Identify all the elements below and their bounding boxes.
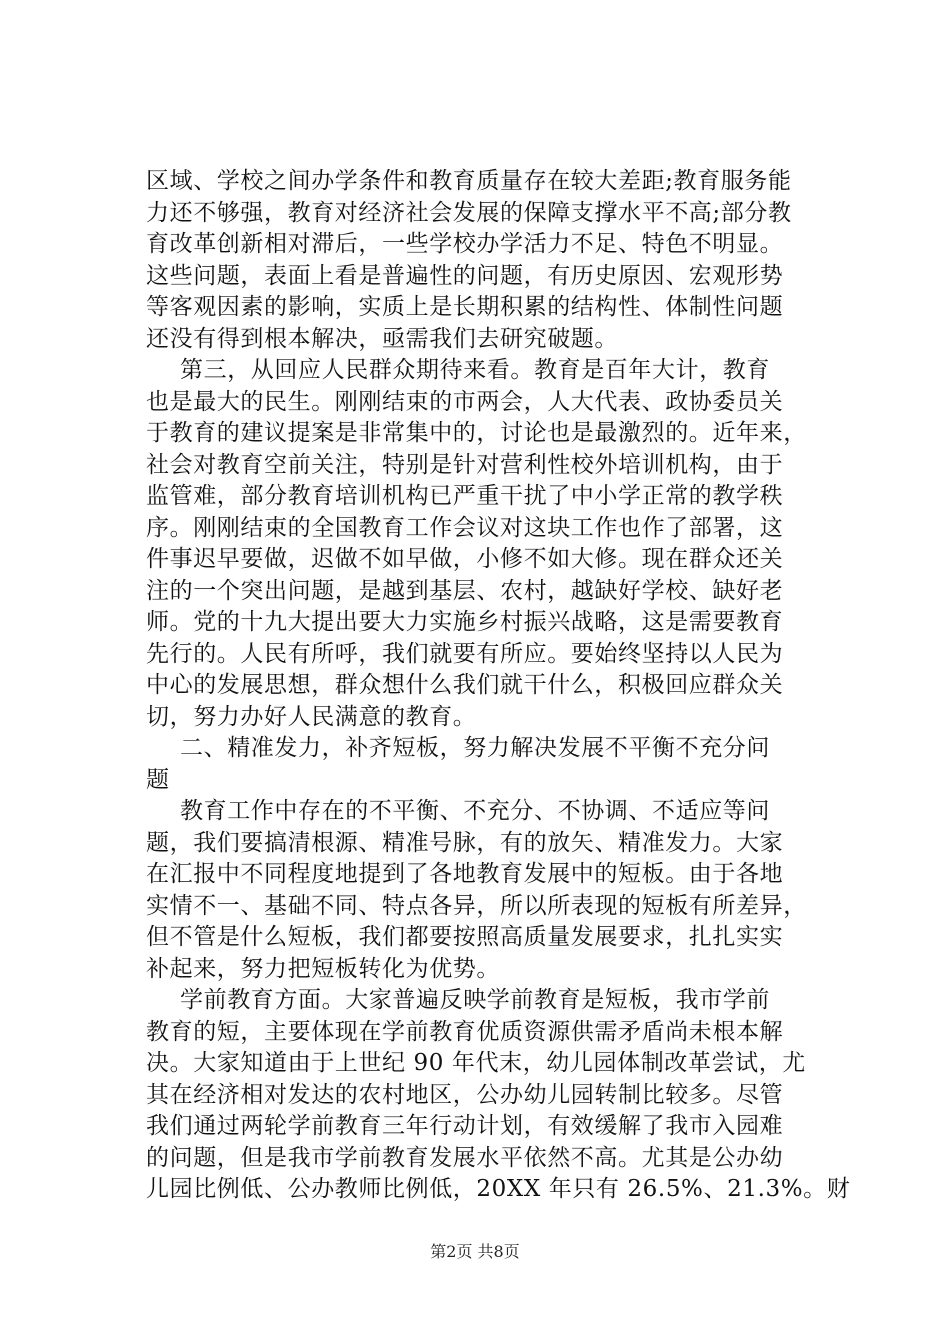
text-line: 的问题，但是我市学前教育发展水平依然不高。尤其是公办幼 [146, 1144, 784, 1171]
text-line: 于教育的建议提案是非常集中的，讨论也是最激烈的。近年来， [146, 420, 807, 446]
text-line: 题，我们要搞清根源、精准号脉，有的放矢、精准发力。大家 [146, 829, 784, 856]
body-text [146, 166, 851, 1206]
text-line: 切，努力办好人民满意的教育。 [146, 703, 477, 730]
text-line: 实情不一、基础不同、特点各异，所以所表现的短板有所差异， [146, 892, 807, 919]
text-line: 教育工作中存在的不平衡、不充分、不协调、不适应等问 [180, 798, 770, 824]
text-line: 这些问题，表面上看是普遍性的问题，有历史原因、宏观形势 [146, 262, 784, 289]
text-line: 决。大家知道由于上世纪 90 年代末，幼儿园体制改革尝试，尤 [146, 1050, 806, 1076]
page-footer: 第2页 共8页 [430, 1242, 520, 1261]
text-line: 区域、学校之间办学条件和教育质量存在较大差距;教育服务能 [146, 168, 792, 194]
text-line: 补起来，努力把短板转化为优势。 [146, 955, 500, 982]
text-line: 题 [146, 766, 170, 793]
text-line: 学前教育方面。大家普遍反映学前教育是短板，我市学前 [180, 987, 770, 1013]
text-line: 在汇报中不同程度地提到了各地教育发展中的短板。由于各地 [146, 861, 784, 887]
text-line: 监管难，部分教育培训机构已严重干扰了中小学正常的教学秩 [146, 483, 784, 509]
text-line: 儿园比例低、公办教师比例低，20XX 年只有 26.5%、21.3%。财 [146, 1176, 851, 1202]
text-line: 其在经济相对发达的农村地区，公办幼儿园转制比较多。尽管 [146, 1081, 784, 1108]
text-line: 教育的短，主要体现在学前教育优质资源供需矛盾尚未根本解 [146, 1018, 784, 1045]
text-line: 等客观因素的影响，实质上是长期积累的结构性、体制性问题 [146, 294, 784, 320]
text-line: 还没有得到根本解决，亟需我们去研究破题。 [146, 325, 618, 352]
text-line: 师。党的十九大提出要大力实施乡村振兴战略，这是需要教育 [146, 609, 784, 635]
text-line: 序。刚刚结束的全国教育工作会议对这块工作也作了部署，这 [146, 514, 784, 541]
text-line: 但不管是什么短板，我们都要按照高质量发展要求，扎扎实实 [146, 924, 784, 950]
text-line: 社会对教育空前关注，特别是针对营利性校外培训机构，由于 [146, 451, 784, 478]
text-line: 注的一个突出问题，是越到基层、农村，越缺好学校、缺好老 [146, 577, 784, 604]
text-line: 中心的发展思想，群众想什么我们就干什么，积极回应群众关 [146, 672, 784, 698]
text-line: 也是最大的民生。刚刚结束的市两会，人大代表、政协委员关 [146, 388, 784, 415]
text-line: 第三，从回应人民群众期待来看。教育是百年大计，教育 [180, 357, 770, 383]
text-line: 力还不够强，教育对经济社会发展的保障支撑水平不高;部分教 [146, 199, 792, 226]
text-line: 先行的。人民有所呼，我们就要有所应。要始终坚持以人民为 [146, 640, 784, 667]
text-line: 我们通过两轮学前教育三年行动计划，有效缓解了我市入园难 [146, 1113, 784, 1139]
text-line: 二、精准发力，补齐短板，努力解决发展不平衡不充分问 [180, 735, 770, 761]
text-line: 件事迟早要做，迟做不如早做，小修不如大修。现在群众还关 [146, 546, 784, 572]
text-line: 育改革创新相对滞后，一些学校办学活力不足、特色不明显。 [146, 231, 784, 257]
